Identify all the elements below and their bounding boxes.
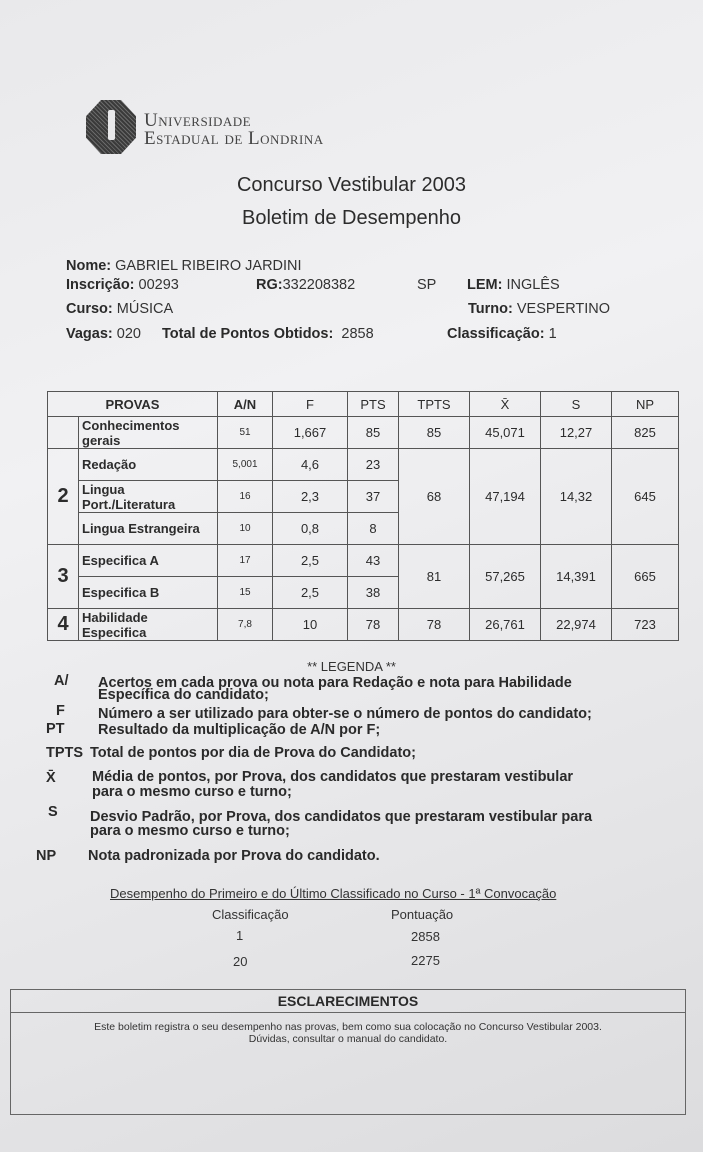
esclarecimentos-title: ESCLARECIMENTOS [11, 990, 685, 1013]
np-cell: 645 [612, 449, 679, 545]
vagas-value: 020 [116, 326, 141, 342]
legend-text: para o mesmo curso e turno; [92, 784, 292, 800]
f-cell: 2,3 [273, 481, 348, 513]
header-provas: PROVAS [48, 392, 218, 417]
an-cell: 51 [218, 417, 273, 449]
ranking-last-pontuacao: 2275 [411, 953, 440, 968]
page-subtitle: Boletim de Desempenho [241, 207, 461, 229]
header-tpts: TPTS [399, 392, 470, 417]
pts-cell: 8 [348, 513, 399, 545]
group-cell: 3 [48, 545, 79, 609]
legend-text: Nota padronizada por Prova do candidato. [88, 848, 380, 864]
header-np: NP [612, 392, 679, 417]
legend-key: PT [46, 721, 65, 737]
results-table [47, 391, 679, 641]
legend-title: ** LEGENDA ** [307, 659, 396, 674]
np-cell: 825 [612, 417, 679, 449]
header-f: F [273, 392, 348, 417]
header-an: A/N [218, 392, 273, 417]
lem-field: LEM: INGLÊS [467, 277, 560, 293]
tpts-cell: 78 [399, 609, 470, 641]
inscricao-value: 00293 [138, 277, 179, 293]
uel-emblem-icon [86, 100, 136, 154]
an-cell: 16 [218, 481, 273, 513]
legend-text: Específica do candidato; [98, 687, 269, 703]
university-name-line1: Universidade [144, 110, 252, 131]
an-cell: 5,001 [218, 449, 273, 481]
table-row [48, 449, 679, 481]
turno-field: Turno: VESPERTINO [468, 301, 611, 317]
legend-key: F [56, 703, 65, 719]
legend-text: Número a ser utilizado para obter-se o número de pontos do candidato; [98, 706, 592, 722]
table-row [48, 417, 679, 449]
f-cell: 0,8 [273, 513, 348, 545]
pts-cell: 37 [348, 481, 399, 513]
prova-name: Lingua Port./Literatura [79, 481, 218, 513]
pts-cell: 43 [348, 545, 399, 577]
table-row [48, 609, 679, 641]
s-cell: 12,27 [541, 417, 612, 449]
group-cell [48, 417, 79, 449]
ranking-col-classificacao: Classificação [212, 907, 289, 922]
table-row [48, 545, 679, 577]
inscricao-field: Inscrição: 00293 [66, 277, 179, 293]
legend-text: Média de pontos, por Prova, dos candidatos que prestaram vestibular [92, 769, 574, 785]
pts-cell: 23 [348, 449, 399, 481]
page-title: Concurso Vestibular 2003 [236, 174, 467, 196]
header-s: S [541, 392, 612, 417]
lem-value: INGLÊS [506, 277, 560, 293]
nome-field: Nome: GABRIEL RIBEIRO JARDINI [66, 258, 302, 274]
table-header-row [48, 392, 679, 417]
turno-value: VESPERTINO [516, 301, 611, 317]
ranking-last-classificacao: 20 [233, 954, 248, 969]
uf-value: SP [417, 277, 437, 293]
esclarecimentos-box [10, 989, 686, 1115]
curso-value: MÚSICA [116, 301, 174, 317]
an-cell: 15 [218, 577, 273, 609]
legend-key: X̄ [46, 770, 56, 786]
legend [0, 674, 703, 874]
legend-text: Acertos em cada prova ou nota para Redação e nota para Habilidade [98, 675, 572, 691]
rg-value: 332208382 [282, 277, 356, 293]
an-cell: 7,8 [218, 609, 273, 641]
esclarecimentos-text: Este boletim registra o seu desempenho nas provas, bem como sua colocação no Concurso Vestibular 2003. [94, 1021, 602, 1033]
prova-name: Redação [79, 449, 218, 481]
np-cell: 723 [612, 609, 679, 641]
f-cell: 4,6 [273, 449, 348, 481]
pts-cell: 78 [348, 609, 399, 641]
legend-key: A/ [54, 673, 69, 689]
group-cell: 4 [48, 609, 79, 641]
rg-field: RG:332208382 [256, 277, 356, 293]
f-cell: 1,667 [273, 417, 348, 449]
tpts-cell: 85 [399, 417, 470, 449]
f-cell: 10 [273, 609, 348, 641]
classificacao-value: 1 [548, 326, 557, 342]
university-name-line2: Estadual de Londrina [144, 128, 324, 149]
group-cell: 2 [48, 449, 79, 545]
legend-text: para o mesmo curso e turno; [90, 823, 290, 839]
prova-name: Especifica B [79, 577, 218, 609]
s-cell: 14,32 [541, 449, 612, 545]
pts-cell: 38 [348, 577, 399, 609]
ranking-col-pontuacao: Pontuação [391, 907, 454, 922]
media-cell: 47,194 [470, 449, 541, 545]
media-cell: 57,265 [470, 545, 541, 609]
total-pontos-field: Total de Pontos Obtidos: 2858 [162, 326, 374, 342]
media-cell: 45,071 [470, 417, 541, 449]
f-cell: 2,5 [273, 577, 348, 609]
prova-name: Conhecimentos gerais [79, 417, 218, 449]
media-cell: 26,761 [470, 609, 541, 641]
an-cell: 17 [218, 545, 273, 577]
esclarecimentos-text-2: Dúvidas, consultar o manual do candidato. [248, 1033, 448, 1045]
an-cell: 10 [218, 513, 273, 545]
legend-key: S [48, 804, 58, 820]
header-pts: PTS [348, 392, 399, 417]
ranking-first-classificacao: 1 [236, 928, 244, 943]
prova-name: Especifica A [79, 545, 218, 577]
legend-key: TPTS [46, 745, 84, 761]
legend-key: NP [36, 848, 57, 864]
np-cell: 665 [612, 545, 679, 609]
s-cell: 22,974 [541, 609, 612, 641]
f-cell: 2,5 [273, 545, 348, 577]
header-media: X̄ [470, 392, 541, 417]
ranking-first-pontuacao: 2858 [411, 929, 440, 944]
ranking-title: Desempenho do Primeiro e do Último Classificado no Curso - 1ª Convocação [110, 886, 557, 901]
legend-text: Desvio Padrão, por Prova, dos candidatos que prestaram vestibular para [90, 809, 593, 825]
prova-name: Lingua Estrangeira [79, 513, 218, 545]
total-pontos-value: 2858 [341, 326, 374, 342]
legend-text: Total de pontos por dia de Prova do Candidato; [90, 745, 416, 761]
s-cell: 14,391 [541, 545, 612, 609]
nome-value: GABRIEL RIBEIRO JARDINI [115, 258, 302, 274]
tpts-cell: 81 [399, 545, 470, 609]
legend-text: Resultado da multiplicação de A/N por F; [98, 722, 381, 738]
prova-name: Habilidade Especifica [79, 609, 218, 641]
curso-field: Curso: MÚSICA [66, 301, 174, 317]
university-logo [86, 98, 336, 158]
pts-cell: 85 [348, 417, 399, 449]
tpts-cell: 68 [399, 449, 470, 545]
vagas-field: Vagas: 020 [66, 326, 141, 342]
classificacao-field: Classificação: 1 [447, 326, 557, 342]
